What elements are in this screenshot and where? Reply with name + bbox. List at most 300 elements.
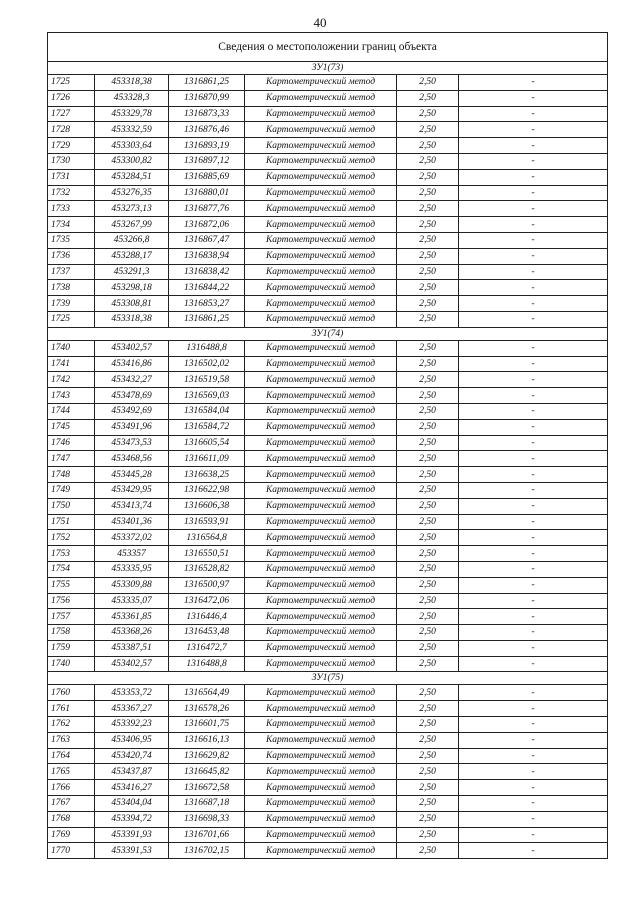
coord-y-cell: 1316446,4	[169, 609, 245, 625]
table-row	[48, 403, 608, 419]
accuracy-cell: 2,50	[397, 264, 459, 280]
note-cell: -	[459, 419, 608, 435]
point-number-cell: 1765	[48, 764, 95, 780]
accuracy-cell: 2,50	[397, 561, 459, 577]
point-number-cell: 1763	[48, 732, 95, 748]
method-cell: Картометрический метод	[245, 185, 397, 201]
note-cell: -	[459, 388, 608, 404]
note-cell: -	[459, 75, 608, 91]
method-cell: Картометрический метод	[245, 561, 397, 577]
coord-x-cell: 453353,72	[95, 685, 169, 701]
coord-x-cell: 453318,38	[95, 311, 169, 327]
coord-x-cell: 453303,64	[95, 138, 169, 154]
point-number-cell: 1732	[48, 185, 95, 201]
note-cell: -	[459, 340, 608, 356]
method-cell: Картометрический метод	[245, 609, 397, 625]
method-cell: Картометрический метод	[245, 311, 397, 327]
table-row	[48, 435, 608, 451]
method-cell: Картометрический метод	[245, 656, 397, 672]
section-header-row	[48, 62, 608, 75]
table-row	[48, 593, 608, 609]
method-cell: Картометрический метод	[245, 106, 397, 122]
coord-y-cell: 1316687,18	[169, 796, 245, 812]
coord-x-cell: 453391,53	[95, 843, 169, 859]
accuracy-cell: 2,50	[397, 827, 459, 843]
coord-y-cell: 1316877,76	[169, 201, 245, 217]
note-cell: -	[459, 546, 608, 562]
accuracy-cell: 2,50	[397, 530, 459, 546]
accuracy-cell: 2,50	[397, 625, 459, 641]
coord-x-cell: 453416,86	[95, 356, 169, 372]
table-row	[48, 106, 608, 122]
table-row	[48, 577, 608, 593]
note-cell: -	[459, 609, 608, 625]
note-cell: -	[459, 201, 608, 217]
accuracy-cell: 2,50	[397, 388, 459, 404]
point-number-cell: 1752	[48, 530, 95, 546]
coord-x-cell: 453406,95	[95, 732, 169, 748]
coord-y-cell: 1316897,12	[169, 153, 245, 169]
accuracy-cell: 2,50	[397, 280, 459, 296]
note-cell: -	[459, 248, 608, 264]
coord-x-cell: 453492,69	[95, 403, 169, 419]
table-row	[48, 796, 608, 812]
point-number-cell: 1745	[48, 419, 95, 435]
accuracy-cell: 2,50	[397, 780, 459, 796]
point-number-cell: 1770	[48, 843, 95, 859]
table-row	[48, 169, 608, 185]
table-row	[48, 264, 608, 280]
table-row	[48, 482, 608, 498]
accuracy-cell: 2,50	[397, 296, 459, 312]
method-cell: Картометрический метод	[245, 419, 397, 435]
coord-y-cell: 1316584,72	[169, 419, 245, 435]
coord-x-cell: 453335,95	[95, 561, 169, 577]
note-cell: -	[459, 498, 608, 514]
coord-x-cell: 453361,85	[95, 609, 169, 625]
table-title-row	[48, 33, 608, 62]
method-cell: Картометрический метод	[245, 780, 397, 796]
accuracy-cell: 2,50	[397, 403, 459, 419]
method-cell: Картометрический метод	[245, 530, 397, 546]
accuracy-cell: 2,50	[397, 106, 459, 122]
table-row	[48, 843, 608, 859]
table-row	[48, 280, 608, 296]
note-cell: -	[459, 780, 608, 796]
coord-x-cell: 453392,23	[95, 717, 169, 733]
note-cell: -	[459, 403, 608, 419]
method-cell: Картометрический метод	[245, 467, 397, 483]
coord-y-cell: 1316528,82	[169, 561, 245, 577]
method-cell: Картометрический метод	[245, 514, 397, 530]
point-number-cell: 1725	[48, 311, 95, 327]
method-cell: Картометрический метод	[245, 153, 397, 169]
accuracy-cell: 2,50	[397, 843, 459, 859]
accuracy-cell: 2,50	[397, 467, 459, 483]
note-cell: -	[459, 561, 608, 577]
point-number-cell: 1730	[48, 153, 95, 169]
point-number-cell: 1746	[48, 435, 95, 451]
point-number-cell: 1769	[48, 827, 95, 843]
point-number-cell: 1755	[48, 577, 95, 593]
note-cell: -	[459, 530, 608, 546]
table-row	[48, 388, 608, 404]
note-cell: -	[459, 656, 608, 672]
note-cell: -	[459, 232, 608, 248]
table-row	[48, 827, 608, 843]
coord-y-cell: 1316564,49	[169, 685, 245, 701]
note-cell: -	[459, 122, 608, 138]
note-cell: -	[459, 732, 608, 748]
point-number-cell: 1764	[48, 748, 95, 764]
coord-y-cell: 1316622,98	[169, 482, 245, 498]
coord-x-cell: 453478,69	[95, 388, 169, 404]
coord-y-cell: 1316519,58	[169, 372, 245, 388]
accuracy-cell: 2,50	[397, 685, 459, 701]
coord-x-cell: 453357	[95, 546, 169, 562]
note-cell: -	[459, 264, 608, 280]
table-row	[48, 185, 608, 201]
coord-x-cell: 453332,59	[95, 122, 169, 138]
accuracy-cell: 2,50	[397, 701, 459, 717]
table-row	[48, 748, 608, 764]
coord-y-cell: 1316838,94	[169, 248, 245, 264]
method-cell: Картометрический метод	[245, 388, 397, 404]
point-number-cell: 1768	[48, 811, 95, 827]
coord-x-cell: 453437,87	[95, 764, 169, 780]
note-cell: -	[459, 685, 608, 701]
section-label: ЗУ1(75)	[48, 672, 608, 685]
table-row	[48, 732, 608, 748]
coord-y-cell: 1316873,33	[169, 106, 245, 122]
accuracy-cell: 2,50	[397, 811, 459, 827]
point-number-cell: 1767	[48, 796, 95, 812]
coord-y-cell: 1316502,02	[169, 356, 245, 372]
coord-x-cell: 453413,74	[95, 498, 169, 514]
note-cell: -	[459, 514, 608, 530]
method-cell: Картометрический метод	[245, 356, 397, 372]
coord-y-cell: 1316472,7	[169, 640, 245, 656]
coord-y-cell: 1316645,82	[169, 764, 245, 780]
method-cell: Картометрический метод	[245, 340, 397, 356]
coord-x-cell: 453468,56	[95, 451, 169, 467]
coord-x-cell: 453420,74	[95, 748, 169, 764]
method-cell: Картометрический метод	[245, 625, 397, 641]
coord-y-cell: 1316638,25	[169, 467, 245, 483]
section-header-row	[48, 327, 608, 340]
method-cell: Картометрический метод	[245, 75, 397, 91]
coord-x-cell: 453318,38	[95, 75, 169, 91]
method-cell: Картометрический метод	[245, 90, 397, 106]
point-number-cell: 1761	[48, 701, 95, 717]
method-cell: Картометрический метод	[245, 640, 397, 656]
coord-y-cell: 1316872,06	[169, 217, 245, 233]
method-cell: Картометрический метод	[245, 435, 397, 451]
accuracy-cell: 2,50	[397, 122, 459, 138]
method-cell: Картометрический метод	[245, 217, 397, 233]
accuracy-cell: 2,50	[397, 748, 459, 764]
accuracy-cell: 2,50	[397, 217, 459, 233]
coord-x-cell: 453372,02	[95, 530, 169, 546]
point-number-cell: 1759	[48, 640, 95, 656]
accuracy-cell: 2,50	[397, 732, 459, 748]
method-cell: Картометрический метод	[245, 169, 397, 185]
note-cell: -	[459, 625, 608, 641]
method-cell: Картометрический метод	[245, 201, 397, 217]
point-number-cell: 1729	[48, 138, 95, 154]
table-row	[48, 75, 608, 91]
coord-x-cell: 453491,96	[95, 419, 169, 435]
coord-y-cell: 1316893,19	[169, 138, 245, 154]
coord-x-cell: 453284,51	[95, 169, 169, 185]
accuracy-cell: 2,50	[397, 138, 459, 154]
method-cell: Картометрический метод	[245, 593, 397, 609]
note-cell: -	[459, 764, 608, 780]
coord-x-cell: 453367,27	[95, 701, 169, 717]
coord-y-cell: 1316838,42	[169, 264, 245, 280]
table-row	[48, 340, 608, 356]
coord-x-cell: 453445,28	[95, 467, 169, 483]
coord-y-cell: 1316885,69	[169, 169, 245, 185]
accuracy-cell: 2,50	[397, 514, 459, 530]
table-row	[48, 217, 608, 233]
table-row	[48, 138, 608, 154]
coord-x-cell: 453404,04	[95, 796, 169, 812]
accuracy-cell: 2,50	[397, 482, 459, 498]
method-cell: Картометрический метод	[245, 122, 397, 138]
table-row	[48, 201, 608, 217]
coord-y-cell: 1316569,03	[169, 388, 245, 404]
note-cell: -	[459, 169, 608, 185]
coord-x-cell: 453429,95	[95, 482, 169, 498]
note-cell: -	[459, 106, 608, 122]
point-number-cell: 1750	[48, 498, 95, 514]
accuracy-cell: 2,50	[397, 435, 459, 451]
method-cell: Картометрический метод	[245, 577, 397, 593]
table-row	[48, 419, 608, 435]
coord-y-cell: 1316616,13	[169, 732, 245, 748]
accuracy-cell: 2,50	[397, 311, 459, 327]
method-cell: Картометрический метод	[245, 796, 397, 812]
method-cell: Картометрический метод	[245, 232, 397, 248]
table-row	[48, 153, 608, 169]
note-cell: -	[459, 372, 608, 388]
coord-y-cell: 1316550,51	[169, 546, 245, 562]
note-cell: -	[459, 717, 608, 733]
method-cell: Картометрический метод	[245, 764, 397, 780]
method-cell: Картометрический метод	[245, 296, 397, 312]
coord-y-cell: 1316584,04	[169, 403, 245, 419]
accuracy-cell: 2,50	[397, 577, 459, 593]
point-number-cell: 1741	[48, 356, 95, 372]
note-cell: -	[459, 296, 608, 312]
method-cell: Картометрический метод	[245, 685, 397, 701]
point-number-cell: 1747	[48, 451, 95, 467]
method-cell: Картометрический метод	[245, 717, 397, 733]
note-cell: -	[459, 153, 608, 169]
note-cell: -	[459, 217, 608, 233]
coord-x-cell: 453266,8	[95, 232, 169, 248]
point-number-cell: 1725	[48, 75, 95, 91]
note-cell: -	[459, 640, 608, 656]
coord-y-cell: 1316702,15	[169, 843, 245, 859]
table-row	[48, 122, 608, 138]
method-cell: Картометрический метод	[245, 264, 397, 280]
section-header-row	[48, 672, 608, 685]
coord-x-cell: 453288,17	[95, 248, 169, 264]
coord-y-cell: 1316593,91	[169, 514, 245, 530]
note-cell: -	[459, 138, 608, 154]
note-cell: -	[459, 185, 608, 201]
boundary-coordinates-table	[47, 32, 608, 859]
table-row	[48, 451, 608, 467]
table-row	[48, 467, 608, 483]
point-number-cell: 1739	[48, 296, 95, 312]
accuracy-cell: 2,50	[397, 419, 459, 435]
accuracy-cell: 2,50	[397, 356, 459, 372]
table-row	[48, 90, 608, 106]
coord-x-cell: 453394,72	[95, 811, 169, 827]
table-row	[48, 717, 608, 733]
coord-y-cell: 1316844,22	[169, 280, 245, 296]
coord-y-cell: 1316488,8	[169, 656, 245, 672]
method-cell: Картометрический метод	[245, 827, 397, 843]
section-label: ЗУ1(73)	[48, 62, 608, 75]
table-row	[48, 701, 608, 717]
table-row	[48, 640, 608, 656]
coord-y-cell: 1316698,33	[169, 811, 245, 827]
method-cell: Картометрический метод	[245, 546, 397, 562]
coord-x-cell: 453335,07	[95, 593, 169, 609]
coord-x-cell: 453402,57	[95, 656, 169, 672]
coord-x-cell: 453416,27	[95, 780, 169, 796]
point-number-cell: 1766	[48, 780, 95, 796]
point-number-cell: 1726	[48, 90, 95, 106]
point-number-cell: 1733	[48, 201, 95, 217]
accuracy-cell: 2,50	[397, 717, 459, 733]
note-cell: -	[459, 796, 608, 812]
accuracy-cell: 2,50	[397, 232, 459, 248]
coord-y-cell: 1316611,09	[169, 451, 245, 467]
coord-y-cell: 1316472,06	[169, 593, 245, 609]
method-cell: Картометрический метод	[245, 372, 397, 388]
point-number-cell: 1731	[48, 169, 95, 185]
coord-y-cell: 1316861,25	[169, 75, 245, 91]
coord-x-cell: 453267,99	[95, 217, 169, 233]
point-number-cell: 1737	[48, 264, 95, 280]
method-cell: Картометрический метод	[245, 248, 397, 264]
accuracy-cell: 2,50	[397, 796, 459, 812]
point-number-cell: 1738	[48, 280, 95, 296]
coord-x-cell: 453328,3	[95, 90, 169, 106]
table-row	[48, 296, 608, 312]
accuracy-cell: 2,50	[397, 546, 459, 562]
note-cell: -	[459, 701, 608, 717]
accuracy-cell: 2,50	[397, 185, 459, 201]
note-cell: -	[459, 843, 608, 859]
section-label: ЗУ1(74)	[48, 327, 608, 340]
table-row	[48, 609, 608, 625]
method-cell: Картометрический метод	[245, 403, 397, 419]
point-number-cell: 1756	[48, 593, 95, 609]
note-cell: -	[459, 356, 608, 372]
accuracy-cell: 2,50	[397, 451, 459, 467]
coord-x-cell: 453276,35	[95, 185, 169, 201]
method-cell: Картометрический метод	[245, 451, 397, 467]
table-row	[48, 530, 608, 546]
coord-y-cell: 1316601,75	[169, 717, 245, 733]
method-cell: Картометрический метод	[245, 498, 397, 514]
coord-x-cell: 453473,53	[95, 435, 169, 451]
coord-x-cell: 453402,57	[95, 340, 169, 356]
coord-y-cell: 1316453,48	[169, 625, 245, 641]
point-number-cell: 1742	[48, 372, 95, 388]
point-number-cell: 1740	[48, 340, 95, 356]
table-row	[48, 248, 608, 264]
accuracy-cell: 2,50	[397, 248, 459, 264]
table-row	[48, 656, 608, 672]
method-cell: Картометрический метод	[245, 732, 397, 748]
note-cell: -	[459, 311, 608, 327]
accuracy-cell: 2,50	[397, 656, 459, 672]
accuracy-cell: 2,50	[397, 201, 459, 217]
point-number-cell: 1727	[48, 106, 95, 122]
note-cell: -	[459, 482, 608, 498]
accuracy-cell: 2,50	[397, 498, 459, 514]
method-cell: Картометрический метод	[245, 280, 397, 296]
table-row	[48, 311, 608, 327]
point-number-cell: 1749	[48, 482, 95, 498]
coord-y-cell: 1316629,82	[169, 748, 245, 764]
point-number-cell: 1748	[48, 467, 95, 483]
note-cell: -	[459, 827, 608, 843]
note-cell: -	[459, 435, 608, 451]
coord-x-cell: 453308,81	[95, 296, 169, 312]
table-row	[48, 372, 608, 388]
accuracy-cell: 2,50	[397, 609, 459, 625]
accuracy-cell: 2,50	[397, 764, 459, 780]
table-row	[48, 780, 608, 796]
page-number: 40	[313, 15, 327, 30]
accuracy-cell: 2,50	[397, 372, 459, 388]
accuracy-cell: 2,50	[397, 340, 459, 356]
point-number-cell: 1743	[48, 388, 95, 404]
coord-y-cell: 1316578,26	[169, 701, 245, 717]
coord-y-cell: 1316853,27	[169, 296, 245, 312]
accuracy-cell: 2,50	[397, 153, 459, 169]
coord-y-cell: 1316867,47	[169, 232, 245, 248]
note-cell: -	[459, 577, 608, 593]
table-row	[48, 561, 608, 577]
note-cell: -	[459, 90, 608, 106]
table-title: Сведения о местоположении границ объекта	[48, 33, 608, 62]
coord-y-cell: 1316880,01	[169, 185, 245, 201]
point-number-cell: 1728	[48, 122, 95, 138]
point-number-cell: 1734	[48, 217, 95, 233]
table-row	[48, 356, 608, 372]
coord-y-cell: 1316861,25	[169, 311, 245, 327]
method-cell: Картометрический метод	[245, 748, 397, 764]
coord-x-cell: 453387,51	[95, 640, 169, 656]
coord-x-cell: 453273,13	[95, 201, 169, 217]
coord-x-cell: 453432,27	[95, 372, 169, 388]
method-cell: Картометрический метод	[245, 482, 397, 498]
point-number-cell: 1744	[48, 403, 95, 419]
coord-y-cell: 1316605,54	[169, 435, 245, 451]
coord-y-cell: 1316488,8	[169, 340, 245, 356]
coord-x-cell: 453329,78	[95, 106, 169, 122]
point-number-cell: 1735	[48, 232, 95, 248]
